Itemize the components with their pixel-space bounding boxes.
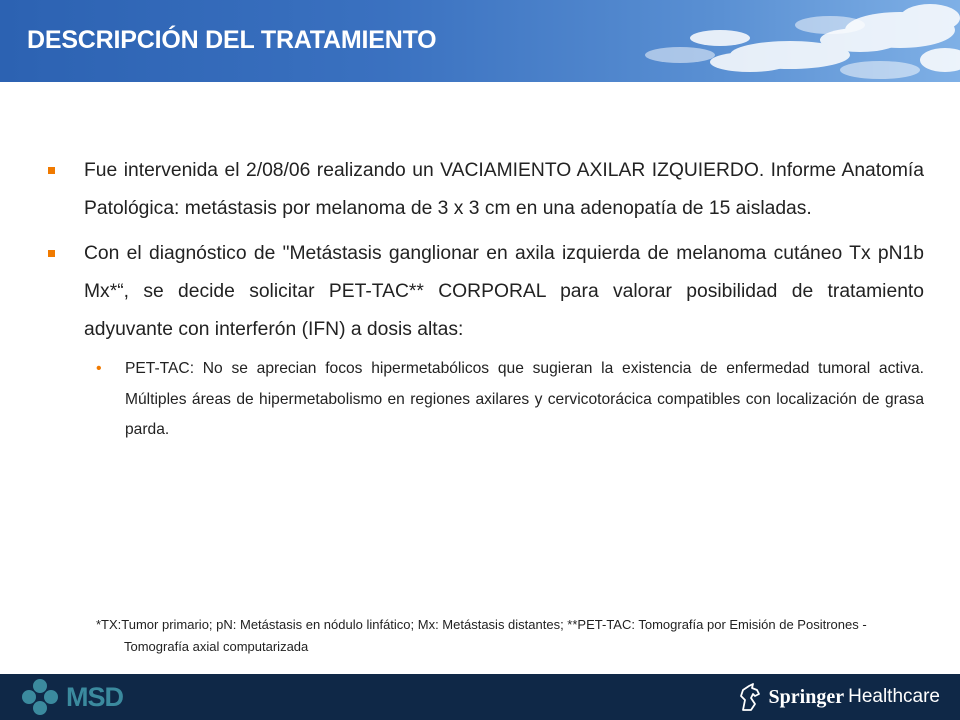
- footnote: *TX:Tumor primario; pN: Metástasis en nódulo linfático; Mx: Metástasis distantes; **PET-TAC: Tomografía por Emisión de Positrones -Tomografía axial computarizada: [96, 617, 867, 654]
- bullet-item: [44, 235, 924, 349]
- springer-logo-text: Springer: [768, 685, 845, 708]
- dot-bullet-icon: •: [96, 360, 102, 377]
- sub-bullet-item: [44, 354, 924, 446]
- slide-footer: [0, 674, 960, 720]
- square-bullet-icon: [48, 167, 55, 174]
- bullet-text: Con el diagnóstico de "Metástasis ganglionar en axila izquierda de melanoma cutáneo Tx pN1b Mx*“, se decide solicitar PET-TAC** CORPORAL para valorar posibilidad de tratamiento adyuvante con interferón (IFN) a dosis altas:: [84, 243, 924, 340]
- bullet-text: Fue intervenida el 2/08/06 realizando un VACIAMIENTO AXILAR IZQUIERDO. Informe Anatomía Patológica: metástasis por melanoma de 3 x 3 cm en una adenopatía de 15 aisladas.: [84, 160, 924, 219]
- springer-healthcare-logo: [737, 680, 940, 714]
- healthcare-logo-text: Healthcare: [848, 686, 940, 707]
- square-bullet-icon: [48, 250, 55, 257]
- slide-title: DESCRIPCIÓN DEL TRATAMIENTO: [27, 26, 437, 54]
- springer-horse-icon: [737, 682, 763, 712]
- slide-content: [44, 152, 924, 446]
- clouds-decoration: [600, 0, 960, 82]
- sub-bullet-text: PET-TAC: No se aprecian focos hipermetabólicos que sugieran la existencia de enfermedad tumoral activa. Múltiples áreas de hipermetabolismo en regiones axilares y cervicotorácica compatibles con localización de grasa parda.: [125, 360, 924, 438]
- bullet-item: [44, 152, 924, 228]
- msd-emblem-icon: [22, 679, 58, 715]
- msd-logo-text: MSD: [66, 681, 123, 712]
- slide-header: [0, 0, 960, 82]
- msd-logo: [22, 679, 123, 715]
